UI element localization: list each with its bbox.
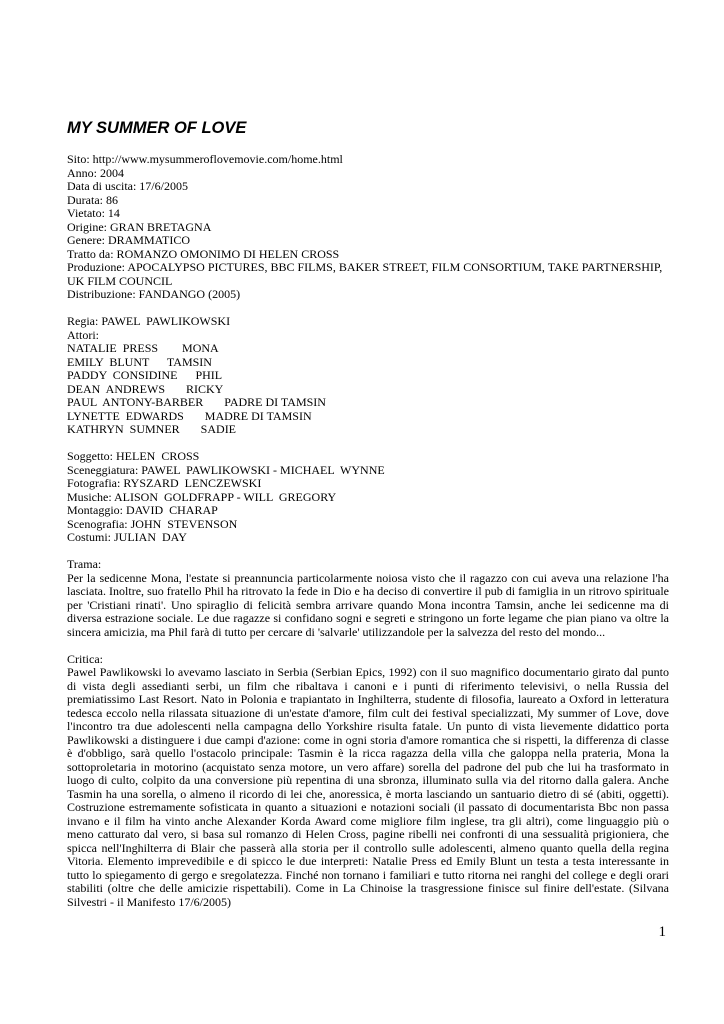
document-page [67, 118, 669, 909]
crew-block [67, 450, 669, 545]
info-source: Tratto da: ROMANZO OMONIMO DI HELEN CROSS [67, 246, 340, 261]
review-text: Pawel Pawlikowski lo avevamo lasciato in Serbia (Serbian Epics, 1992) con il suo magnifico documentario girato dal punto di vista degli assedianti serbi, un film che ribaltava i canoni e i punti di riferimento televisivi, o nella Russia del premiatissimo Last Resort. Nato in Polonia e trapiantato in Inghilterra, studente di filosofia, laureato a Oxford in letteratura tedesca eccolo nella rilassata situazione di un'estate d'amore, film cult dei festival specializzati, My summer of Love, dove l'incontro tra due adolescenti nella campagna dello Yorkshire risulta fatale. Un punto di vista lievemente didattico porta Pawlikowski a distinguere i due campi d'azione: come in ogni storia d'amore romantica che si rispetti, la differenza di classe è d'obbligo, sarà quello l'ostacolo principale: Tasmin è la ricca ragazza della villa che galoppa nella prateria, Mona la sottoproletaria in motorino (acquistato senza motore, un vero affare) sorella del padrone del pub che lui ha trasformato in luogo di culto, colpito da una conversione più repentina di una sbronza, illuminato sulla via del ritorno dalla galera. Anche Tasmin ha una sorella, o almeno il ricordo di lei che, anoressica, è morta lasciando un santuario dietro di sé (abiti, oggetti). Costruzione estremamente sofisticata in quanto a situazioni e notazioni sociali (il passato di documentarista Bbc non passa invano e il film ha vinto anche Alexander Korda Award come migliore film inglese, tra gli altri), come linguaggio più o meno catturato dal vero, si basa sul romanzo di Helen Cross, pagine ribelli nei confronti di una sessualità prigioniera, che spicca nell'Inghilterra di Blair che passerà alla storia per il controllo sulle adolescenti, almeno quanto quella della regina Vitoria. Elemento imprevedibile e di spicco le due interpreti: Natalie Press ed Emily Blunt un testa a testa interessante in tutto lo spiegamento di gergo e sregolatezza. Finché non tornano i familiari e tutto ritorna nei ranghi del college e degli orari stabiliti (oltre che delle amicizie rispettabili). Come in La Chinoise la trasgressione finisce sul finire dell'estate. (Silvana Silvestri - il Manifesto 17/6/2005) [67, 665, 669, 909]
review-section [67, 653, 669, 910]
actors-heading: Attori: [67, 327, 99, 342]
info-site: Sito: http://www.mysummeroflovemovie.com/home.html [67, 152, 343, 166]
info-rating: Vietato: 14 [67, 206, 120, 220]
cast-row: DEAN ANDREWS RICKY [67, 381, 224, 396]
crew-photography: Fotografia: RYSZARD LENCZEWSKI [67, 476, 262, 490]
info-year: Anno: 2004 [67, 165, 124, 180]
info-origin: Origine: GRAN BRETAGNA [67, 219, 212, 234]
spacer [67, 639, 669, 653]
spacer [67, 437, 669, 451]
crew-subject: Soggetto: HELEN CROSS [67, 449, 200, 463]
cast-row: EMILY BLUNT TAMSIN [67, 354, 212, 369]
info-release-date: Data di uscita: 17/6/2005 [67, 179, 188, 193]
cast-row: NATALIE PRESS MONA [67, 341, 219, 355]
crew-editing: Montaggio: DAVID CHARAP [67, 503, 218, 517]
crew-costumes: Costumi: JULIAN DAY [67, 530, 187, 544]
cast-row: LYNETTE EDWARDS MADRE DI TAMSIN [67, 408, 312, 423]
crew-set-design: Scenografia: JOHN STEVENSON [67, 516, 238, 531]
cast-row: PADDY CONSIDINE PHIL [67, 368, 223, 382]
review-heading: Critica: [67, 651, 103, 666]
plot-heading: Trama: [67, 557, 102, 571]
info-production: Produzione: APOCALYPSO PICTURES, BBC FILMS, BAKER STREET, FILM CONSORTIUM, TAKE PARTNERSHIP, UK FILM COUNCIL [67, 260, 666, 288]
crew-screenplay: Sceneggiatura: PAWEL PAWLIKOWSKI - MICHAEL WYNNE [67, 462, 385, 477]
crew-music: Musiche: ALISON GOLDFRAPP - WILL GREGORY [67, 489, 337, 504]
info-duration: Durata: 86 [67, 192, 118, 207]
plot-section [67, 558, 669, 639]
info-genre: Genere: DRAMMATICO [67, 233, 190, 247]
director-line: Regia: PAWEL PAWLIKOWSKI [67, 314, 231, 328]
cast-row: PAUL ANTONY-BARBER PADRE DI TAMSIN [67, 395, 326, 409]
page-number: 1 [658, 924, 666, 940]
document-title: MY SUMMER OF LOVE [67, 119, 247, 137]
plot-text: Per la sedicenne Mona, l'estate si preannuncia particolarmente noiosa visto che il ragazzo con cui aveva una relazione l'ha lasciata. Inoltre, suo fratello Phil ha ritrovato la fede in Dio e ha deciso di convertire il pub di famiglia in un ritrovo spirituale per 'Cristiani rinati'. Uno spiraglio di felicità sembra arrivare quando Mona incontra Tamsin, anche lei sedicenne ma di diversa estrazione sociale. Le due ragazze si confidano sogni e segreti e stringono un forte legame che pian piano va oltre la sincera amicizia, ma Phil farà di tutto per cercare di 'salvarle' utilizzandole per la salvezza del resto del mondo... [67, 570, 669, 639]
spacer [67, 302, 669, 316]
film-info-block [67, 153, 669, 302]
spacer [67, 545, 669, 559]
cast-block [67, 315, 669, 437]
cast-row: KATHRYN SUMNER SADIE [67, 422, 237, 436]
info-distribution: Distribuzione: FANDANGO (2005) [67, 287, 241, 301]
